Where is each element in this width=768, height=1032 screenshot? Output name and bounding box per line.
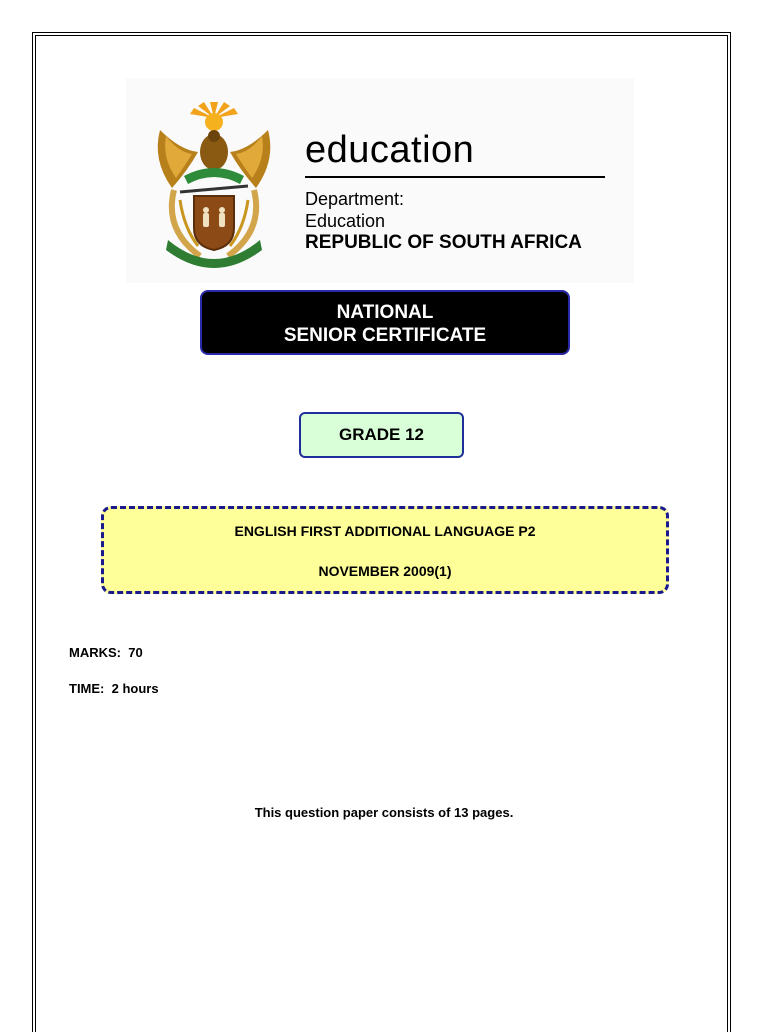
coat-of-arms-icon: [150, 100, 278, 268]
grade-badge: GRADE 12: [299, 412, 464, 458]
certificate-line-2: SENIOR CERTIFICATE: [283, 325, 487, 346]
brand-word: education: [305, 129, 475, 171]
time-info: TIME: 2 hours: [69, 681, 159, 696]
subject-title: ENGLISH FIRST ADDITIONAL LANGUAGE P2: [234, 523, 536, 539]
department-label: Department:: [305, 189, 405, 209]
certificate-banner: [200, 290, 570, 355]
department-name: Education: [305, 211, 386, 231]
page-count-note: This question paper consists of 13 pages.: [254, 805, 514, 820]
marks-info: MARKS: 70: [69, 645, 143, 660]
subject-panel: [101, 506, 669, 594]
brand-rule: [305, 176, 605, 178]
country-name: REPUBLIC OF SOUTH AFRICA: [305, 232, 582, 253]
exam-session: NOVEMBER 2009(1): [318, 563, 452, 579]
certificate-line-1: NATIONAL: [336, 302, 434, 323]
